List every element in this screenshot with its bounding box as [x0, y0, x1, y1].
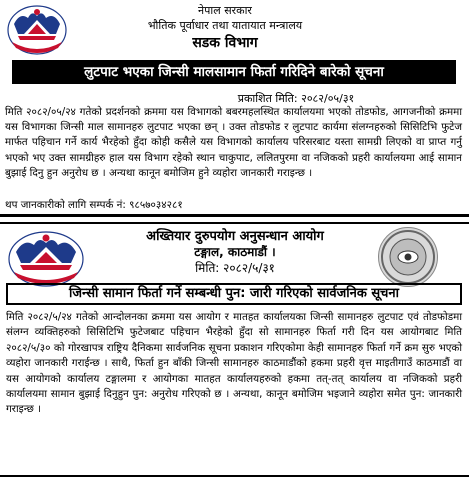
notice-ciaa	[0, 220, 469, 479]
commission-address: टङ्गाल, काठमाडौं ।	[194, 245, 276, 259]
nepal-emblem-icon	[6, 230, 86, 288]
contact-number: थप जानकारीको लागि सम्पर्क नं: ९८५७०३४२८१	[5, 199, 183, 211]
notice-title: लुटपाट भएका जिन्सी मालसामान फिर्ता गरिदिने बारेको सूचना	[84, 64, 384, 80]
notice-bottom-rule	[0, 214, 469, 217]
notice2-title: जिन्सी सामान फिर्ता गर्ने सम्बन्धी पुन: जारी गरिएको सार्वजनिक सूचना	[69, 286, 399, 301]
notice-body: मिति २०८२/०५/२४ गतेको प्रदर्शनको क्रममा यस विभागको बबरमहलस्थित कार्यालयमा भएको तोडफोड, आगजनीको क्रममा यस विभागका जिन्सी माल सामानहरु लुटपाट भएका छन् । उक्त तोडफोड र लुटपाट कार्यमा संलग्नहरुको सिसिटिभि फुटेज मार्फत पहिचान गर्ने कार्य भैरहेको हुँदा कोही कसैले यस विभागको कार्यालय परिसरबाट यस्ता सामग्री लिएको वा प्राप्त गर्नु भएको भए उक्त सामग्रीहरु हाल यस विभाग रहेको स्थान चाकुपाट, ललितपुरमा वा नजिकको प्रहरी कार्यालयमा आई सामान बुझाई दिनु हुन अनुरोध छ । अन्यथा कानून बमोजिम हुने व्यहोरा जानकारी गराइन्छ ।	[5, 106, 462, 179]
notice2-title-bar	[6, 283, 462, 305]
notice-road-department	[0, 0, 469, 219]
notice2-frame-top	[0, 222, 469, 224]
notice-title-bar	[12, 60, 456, 84]
notice2-frame-bottom	[0, 475, 469, 477]
published-date: प्रकाशित मिति: २०८२/०५/३१	[237, 92, 355, 105]
seal-graphic-icon	[379, 228, 437, 286]
ciaa-seal-icon	[378, 227, 438, 287]
govt-name: नेपाल सरकार	[198, 4, 252, 17]
department-name: सडक विभाग	[192, 35, 258, 51]
ministry-name: भौतिक पूर्वाधार तथा यातायात मन्त्रालय	[147, 19, 303, 32]
nepal-emblem-icon	[6, 4, 68, 56]
notice2-body: मिति २०८२/५/२४ गतेको आन्दोलनका क्रममा यस आयोग र मातहत कार्यालयका जिन्सी सामानहरु लुटपाट एवं तोडफोडमा संलग्न व्यक्तिहरुको सिसिटिभि फुटेजबाट पहिचान भैरहेको हुँदा सो सामानहरु फिर्ता गरी दिन यस आयोगबाट मिति २०८२/५/३० को गोरखापत्र राष्ट्रिय दैनिकमा सार्वजनिक सूचना प्रकाशन गरिएकोमा केही सामानहरु फिर्ता गर्ने क्रम सुरु भएको व्यहोरा जानकारी गराईन्छ । साथै, फिर्ता हुन बाँकी जिन्सी सामानहरु काठमाडौंको हकमा प्रहरी वृत्त माइतीगाउँ काठमाडौं वा यस आयोगको कार्यालय टङ्गालमा र आयोगका मातहत कार्यालयहरुको हकमा तत्-तत् कार्यालय वा नजिकको प्रहरी कार्यालयमा सामान बुझाई दिनुहुन पुन: अनुरोध गरिएको छ । अन्यथा, कानून बमोजिम भइजाने व्यहोरा समेत पुन: जानकारी गराइन्छ ।	[6, 311, 462, 416]
commission-name: अख्तियार दुरुपयोग अनुसन्धान आयोग	[146, 229, 324, 244]
notice2-date: मिति: २०८२/५/३१	[195, 261, 275, 275]
